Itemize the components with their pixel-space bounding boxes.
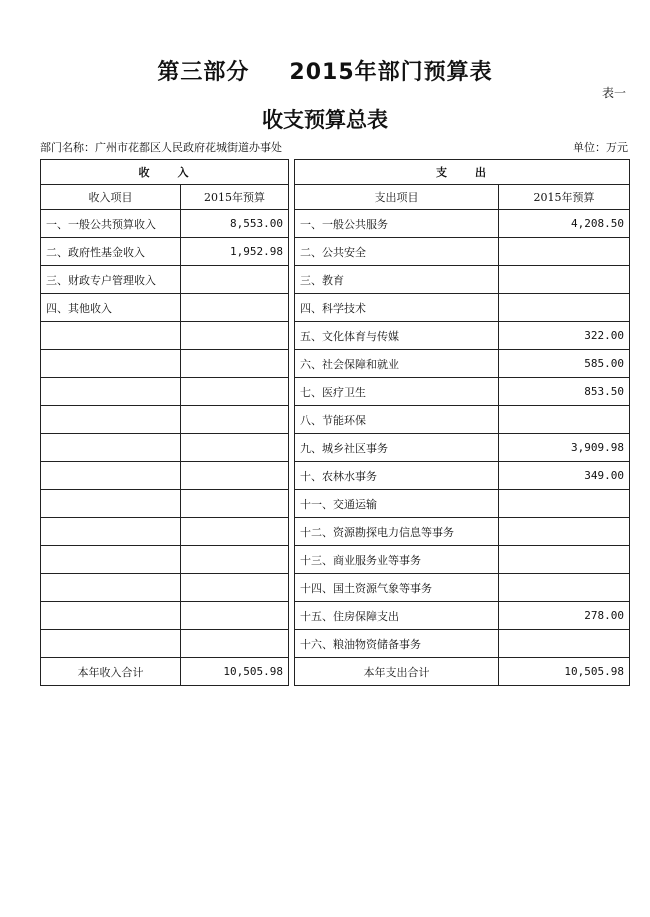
expense-item-cell: 八、节能环保 — [295, 406, 499, 434]
table-row — [41, 546, 630, 574]
income-value-cell — [181, 546, 289, 574]
income-value-cell — [181, 266, 289, 294]
expense-item-cell: 十六、粮油物资储备事务 — [295, 630, 499, 658]
expense-item-cell: 二、公共安全 — [295, 238, 499, 266]
expense-value-cell: 4,208.50 — [499, 210, 630, 238]
income-item-column-header: 收入项目 — [41, 185, 181, 210]
income-budget-column-header: 2015年预算 — [181, 185, 289, 210]
expense-value-cell — [499, 574, 630, 602]
expense-item-cell: 四、科学技术 — [295, 294, 499, 322]
income-item-cell — [41, 574, 181, 602]
income-item-cell: 三、财政专户管理收入 — [41, 266, 181, 294]
expense-item-cell: 十、农林水事务 — [295, 462, 499, 490]
income-item-cell — [41, 630, 181, 658]
income-total-label: 本年收入合计 — [41, 658, 181, 686]
expense-value-cell — [499, 546, 630, 574]
expense-value-cell — [499, 238, 630, 266]
table-body — [41, 210, 630, 658]
table-row — [41, 630, 630, 658]
table-row — [41, 518, 630, 546]
expense-value-cell — [499, 406, 630, 434]
expense-value-cell: 853.50 — [499, 378, 630, 406]
income-value-cell — [181, 322, 289, 350]
unit-label: 单位：万元 — [573, 141, 628, 154]
expense-item-cell: 六、社会保障和就业 — [295, 350, 499, 378]
expense-item-column-header: 支出项目 — [295, 185, 499, 210]
table-header-row — [41, 185, 630, 210]
income-item-cell — [41, 322, 181, 350]
expense-total-value: 10,505.98 — [499, 658, 630, 686]
income-item-cell — [41, 602, 181, 630]
table-row — [41, 210, 630, 238]
income-value-cell — [181, 434, 289, 462]
income-value-cell — [181, 630, 289, 658]
table-row — [41, 574, 630, 602]
expense-item-cell: 十一、交通运输 — [295, 490, 499, 518]
page-title: 收支预算总表 — [262, 108, 388, 132]
income-value-cell — [181, 602, 289, 630]
income-value-cell — [181, 490, 289, 518]
income-value-cell — [181, 462, 289, 490]
expense-item-cell: 三、教育 — [295, 266, 499, 294]
income-value-cell — [181, 378, 289, 406]
expense-item-cell: 十二、资源勘探电力信息等事务 — [295, 518, 499, 546]
expense-value-cell — [499, 294, 630, 322]
expense-value-cell — [499, 490, 630, 518]
table-row — [41, 602, 630, 630]
expense-item-cell: 九、城乡社区事务 — [295, 434, 499, 462]
expense-value-cell — [499, 630, 630, 658]
expense-header: 支 出 — [295, 160, 630, 185]
income-item-cell: 一、一般公共预算收入 — [41, 210, 181, 238]
income-item-cell — [41, 546, 181, 574]
income-value-cell — [181, 574, 289, 602]
income-header: 收 入 — [41, 160, 289, 185]
department-name: 部门名称：广州市花都区人民政府花城街道办事处 — [40, 141, 282, 154]
expense-item-cell: 十五、住房保障支出 — [295, 602, 499, 630]
income-item-cell — [41, 490, 181, 518]
expense-total-label: 本年支出合计 — [295, 658, 499, 686]
income-item-cell — [41, 378, 181, 406]
expense-value-cell: 349.00 — [499, 462, 630, 490]
income-value-cell — [181, 518, 289, 546]
expense-value-cell: 322.00 — [499, 322, 630, 350]
expense-item-cell: 五、文化体育与传媒 — [295, 322, 499, 350]
expense-budget-column-header: 2015年预算 — [499, 185, 630, 210]
income-value-cell — [181, 406, 289, 434]
table-row — [41, 406, 630, 434]
income-value-cell: 1,952.98 — [181, 238, 289, 266]
table-number: 表一 — [601, 86, 626, 100]
income-item-cell — [41, 462, 181, 490]
table-row — [41, 434, 630, 462]
income-item-cell — [41, 406, 181, 434]
table-row — [41, 238, 630, 266]
table-row — [41, 266, 630, 294]
section-name: 2015年部门预算表 — [289, 60, 493, 85]
income-value-cell: 8,553.00 — [181, 210, 289, 238]
expense-item-cell: 十三、商业服务业等事务 — [295, 546, 499, 574]
income-total-value: 10,505.98 — [181, 658, 289, 686]
income-item-cell — [41, 350, 181, 378]
part-label: 第三部分 — [157, 60, 250, 85]
table-row — [41, 350, 630, 378]
expense-value-cell — [499, 518, 630, 546]
expense-value-cell: 278.00 — [499, 602, 630, 630]
income-value-cell — [181, 294, 289, 322]
income-item-cell — [41, 518, 181, 546]
expense-item-cell: 一、一般公共服务 — [295, 210, 499, 238]
expense-value-cell: 3,909.98 — [499, 434, 630, 462]
income-item-cell — [41, 434, 181, 462]
table-row — [41, 294, 630, 322]
table-row — [41, 490, 630, 518]
expense-item-cell: 十四、国土资源气象等事务 — [295, 574, 499, 602]
table-row — [41, 378, 630, 406]
income-item-cell: 四、其他收入 — [41, 294, 181, 322]
total-row — [41, 658, 630, 686]
table-header-group-row — [41, 160, 630, 185]
table-row — [41, 462, 630, 490]
expense-value-cell — [499, 266, 630, 294]
budget-table — [40, 159, 630, 686]
expense-item-cell: 七、医疗卫生 — [295, 378, 499, 406]
section-title — [0, 55, 650, 86]
income-value-cell — [181, 350, 289, 378]
expense-value-cell: 585.00 — [499, 350, 630, 378]
table-row — [41, 322, 630, 350]
income-item-cell: 二、政府性基金收入 — [41, 238, 181, 266]
